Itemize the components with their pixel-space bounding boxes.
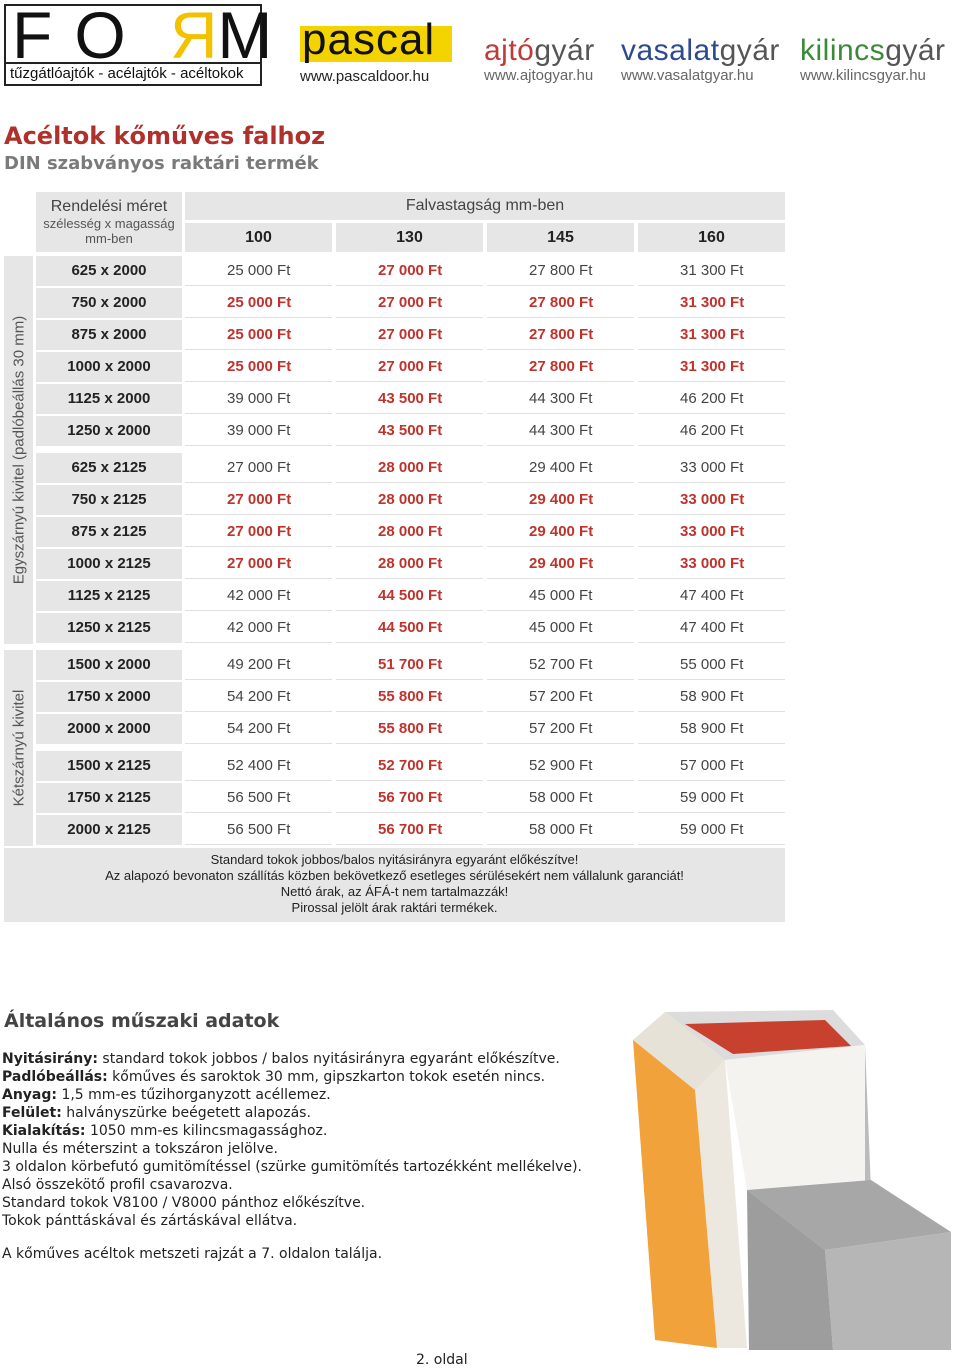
size-header-title: Rendelési méret [50, 198, 168, 215]
tech-line-label: Padlóbeállás: [2, 1069, 108, 1085]
row-size: 750 x 2000 [36, 288, 182, 318]
thickness-col-header: 100 [185, 223, 332, 252]
tech-line-label: Anyag: [2, 1087, 57, 1103]
row-size: 625 x 2000 [36, 256, 182, 286]
price-cell: 52 700 Ft [487, 650, 634, 680]
note-line: Pirossal jelölt árak raktári termékek. [291, 900, 498, 915]
group-label-double-text: Kétszárnyú kivitel [10, 689, 27, 807]
price-cell: 43 500 Ft [336, 384, 483, 414]
tech-line-text: standard tokok jobbos / balos nyitásirányra egyaránt előkészítve. [97, 1051, 560, 1067]
price-cell: 33 000 Ft [638, 485, 785, 515]
table-row [36, 416, 785, 446]
price-cell: 28 000 Ft [336, 549, 483, 579]
price-cell: 39 000 Ft [185, 416, 332, 446]
table-row [36, 320, 785, 350]
table-row [36, 256, 785, 286]
pascal-wordmark: pascal [302, 15, 436, 64]
price-cell: 55 800 Ft [336, 714, 483, 744]
tech-line [2, 1122, 582, 1140]
price-cell: 29 400 Ft [487, 485, 634, 515]
group-label-single-text: Egyszárnyú kivitel (padlóbeállás 30 mm) [10, 315, 27, 585]
form-logo [4, 0, 295, 86]
tech-line-text: Standard tokok V8100 / V8000 pánthoz előkészítve. [2, 1195, 366, 1211]
size-header-unit: mm-ben [85, 231, 133, 246]
price-cell: 29 400 Ft [487, 453, 634, 483]
price-cell: 27 800 Ft [487, 288, 634, 318]
vasalatgyar-logo [621, 36, 780, 84]
price-cell: 59 000 Ft [638, 783, 785, 813]
table-row [36, 650, 785, 680]
table-row [36, 549, 785, 579]
price-cell: 42 000 Ft [185, 581, 332, 611]
page-subtitle: DIN szabványos raktári termék [4, 153, 319, 174]
price-cell: 42 000 Ft [185, 613, 332, 643]
table-row [36, 815, 785, 845]
tech-line-text: Tokok pánttáskával és zártáskával ellátva. [2, 1213, 298, 1229]
price-cell: 29 400 Ft [487, 517, 634, 547]
thickness-header: Falvastagság mm-ben [185, 192, 785, 220]
table-row [36, 352, 785, 382]
thickness-col-header: 145 [487, 223, 634, 252]
price-cell: 28 000 Ft [336, 453, 483, 483]
price-cell: 27 000 Ft [336, 288, 483, 318]
price-cell: 27 000 Ft [336, 352, 483, 382]
row-size: 1500 x 2125 [36, 751, 182, 781]
frame-side-concrete-front [825, 1232, 951, 1350]
pascal-logo [300, 15, 452, 86]
form-tagline: tűzgátlóajtók - acélajtók - acéltokok [6, 62, 260, 84]
row-size: 1000 x 2125 [36, 549, 182, 579]
table-row [36, 751, 785, 781]
price-cell: 27 800 Ft [487, 352, 634, 382]
tech-line [2, 1176, 582, 1194]
tech-list [2, 1050, 582, 1230]
price-cell: 25 000 Ft [185, 352, 332, 382]
price-cell: 28 000 Ft [336, 517, 483, 547]
price-cell: 27 000 Ft [336, 320, 483, 350]
price-cell: 27 800 Ft [487, 256, 634, 286]
price-cell: 46 200 Ft [638, 384, 785, 414]
table-row [36, 581, 785, 611]
price-cell: 44 500 Ft [336, 613, 483, 643]
tech-line-text: 3 oldalon körbefutó gumitömítéssel (szürke gumitömítés tartozékként mellékelve). [2, 1159, 582, 1175]
note-line: Az alapozó bevonaton szállítás közben bekövetkező esetleges sérülésekért nem vállalunk garanciát! [105, 868, 684, 883]
price-cell: 27 000 Ft [185, 485, 332, 515]
row-size: 1125 x 2000 [36, 384, 182, 414]
tech-line-label: Nyitásirány: [2, 1051, 98, 1067]
row-size: 1750 x 2125 [36, 783, 182, 813]
price-cell: 31 300 Ft [638, 352, 785, 382]
brand-name: ajtógyár [484, 34, 595, 67]
tech-line [2, 1068, 582, 1086]
row-size: 1500 x 2000 [36, 650, 182, 680]
price-cell: 31 300 Ft [638, 288, 785, 318]
tech-line [2, 1140, 582, 1158]
brand-name: kilincsgyár [800, 34, 946, 67]
kilincsgyar-logo [800, 36, 946, 84]
price-cell: 44 300 Ft [487, 416, 634, 446]
price-cell: 58 900 Ft [638, 714, 785, 744]
table-row [36, 453, 785, 483]
table-row [36, 682, 785, 712]
table-row [36, 485, 785, 515]
reference-note: A kőműves acéltok metszeti rajzát a 7. oldalon találja. [2, 1246, 383, 1262]
note-line: Standard tokok jobbos/balos nyitásirányra egyaránt előkészítve! [210, 852, 579, 867]
tech-line-text: Alsó összekötő profil csavarozva. [2, 1177, 233, 1193]
price-cell: 49 200 Ft [185, 650, 332, 680]
price-cell: 25 000 Ft [185, 288, 332, 318]
row-size: 1125 x 2125 [36, 581, 182, 611]
size-header-sub: szélesség x magasság [43, 216, 175, 231]
price-cell: 27 800 Ft [487, 320, 634, 350]
tech-line-text: 1,5 mm-es tűzihorganyzott acéllemez. [57, 1087, 331, 1103]
door-frame-illustration [625, 1000, 955, 1350]
price-cell: 33 000 Ft [638, 549, 785, 579]
price-cell: 56 500 Ft [185, 783, 332, 813]
form-logo-letters: FORM [12, 0, 295, 72]
tech-line [2, 1104, 582, 1122]
pascal-url[interactable]: www.pascaldoor.hu [300, 68, 430, 85]
table-row [36, 613, 785, 643]
price-cell: 47 400 Ft [638, 613, 785, 643]
price-cell: 54 200 Ft [185, 714, 332, 744]
table-notes [4, 848, 785, 922]
row-size: 2000 x 2125 [36, 815, 182, 845]
row-size: 2000 x 2000 [36, 714, 182, 744]
vasalatgyar-url[interactable]: www.vasalatgyar.hu [621, 67, 754, 84]
row-size: 1000 x 2000 [36, 352, 182, 382]
thickness-col-header: 160 [638, 223, 785, 252]
price-cell: 46 200 Ft [638, 416, 785, 446]
group-label-single [4, 256, 33, 644]
tech-line-label: Felület: [2, 1105, 62, 1121]
row-size: 625 x 2125 [36, 453, 182, 483]
price-cell: 33 000 Ft [638, 517, 785, 547]
frame-inner-face [725, 1045, 865, 1190]
price-cell: 27 000 Ft [185, 549, 332, 579]
price-cell: 56 500 Ft [185, 815, 332, 845]
price-cell: 58 000 Ft [487, 815, 634, 845]
ajtogyar-url[interactable]: www.ajtogyar.hu [484, 67, 594, 84]
price-cell: 58 900 Ft [638, 682, 785, 712]
price-cell: 29 400 Ft [487, 549, 634, 579]
table-row [36, 783, 785, 813]
price-cell: 57 200 Ft [487, 714, 634, 744]
price-cell: 51 700 Ft [336, 650, 483, 680]
tech-line [2, 1050, 582, 1068]
price-cell: 58 000 Ft [487, 783, 634, 813]
price-cell: 47 400 Ft [638, 581, 785, 611]
tech-line [2, 1158, 582, 1176]
price-cell: 45 000 Ft [487, 581, 634, 611]
kilincsgyar-url[interactable]: www.kilincsgyar.hu [800, 67, 926, 84]
table-row [36, 288, 785, 318]
price-cell: 25 000 Ft [185, 320, 332, 350]
price-cell: 54 200 Ft [185, 682, 332, 712]
row-size: 750 x 2125 [36, 485, 182, 515]
tech-line-text: Nulla és méterszint a tokszáron jelölve. [2, 1141, 278, 1157]
frame-edge [865, 1045, 871, 1190]
tech-line-text: halványszürke beégetett alapozás. [61, 1105, 311, 1121]
group-label-double [4, 650, 33, 846]
ajtogyar-logo [484, 36, 595, 84]
tech-line-text: kőműves és saroktok 30 mm, gipszkarton tokok esetén nincs. [107, 1069, 546, 1085]
price-cell: 44 300 Ft [487, 384, 634, 414]
price-cell: 25 000 Ft [185, 256, 332, 286]
note-line: Nettó árak, az ÁFÁ-t nem tartalmazzák! [280, 884, 509, 899]
price-cell: 52 900 Ft [487, 751, 634, 781]
row-size: 875 x 2125 [36, 517, 182, 547]
price-cell: 55 800 Ft [336, 682, 483, 712]
table-row [36, 517, 785, 547]
price-cell: 27 000 Ft [185, 453, 332, 483]
price-cell: 45 000 Ft [487, 613, 634, 643]
price-cell: 43 500 Ft [336, 416, 483, 446]
tech-line-label: Kialakítás: [2, 1123, 86, 1139]
tech-title: Általános műszaki adatok [4, 1010, 280, 1032]
price-cell: 52 700 Ft [336, 751, 483, 781]
price-cell: 31 300 Ft [638, 256, 785, 286]
tech-line [2, 1194, 582, 1212]
price-cell: 28 000 Ft [336, 485, 483, 515]
tech-line [2, 1086, 582, 1104]
price-cell: 56 700 Ft [336, 783, 483, 813]
row-size: 1250 x 2125 [36, 613, 182, 643]
price-cell: 27 000 Ft [336, 256, 483, 286]
price-cell: 44 500 Ft [336, 581, 483, 611]
price-cell: 57 000 Ft [638, 751, 785, 781]
page-number: 2. oldal [416, 1352, 468, 1368]
price-cell: 56 700 Ft [336, 815, 483, 845]
tech-line [2, 1212, 582, 1230]
price-cell: 52 400 Ft [185, 751, 332, 781]
row-size: 1750 x 2000 [36, 682, 182, 712]
table-row [36, 714, 785, 744]
table-row [36, 384, 785, 414]
price-cell: 27 000 Ft [185, 517, 332, 547]
price-cell: 33 000 Ft [638, 453, 785, 483]
row-size: 1250 x 2000 [36, 416, 182, 446]
row-size: 875 x 2000 [36, 320, 182, 350]
price-cell: 39 000 Ft [185, 384, 332, 414]
price-cell: 57 200 Ft [487, 682, 634, 712]
tech-line-text: 1050 mm-es kilincsmagassághoz. [85, 1123, 328, 1139]
page-title: Acéltok kőműves falhoz [4, 122, 326, 150]
price-cell: 59 000 Ft [638, 815, 785, 845]
thickness-col-header: 130 [336, 223, 483, 252]
price-cell: 55 000 Ft [638, 650, 785, 680]
price-cell: 31 300 Ft [638, 320, 785, 350]
size-header [36, 192, 182, 252]
brand-name: vasalatgyár [621, 34, 780, 67]
